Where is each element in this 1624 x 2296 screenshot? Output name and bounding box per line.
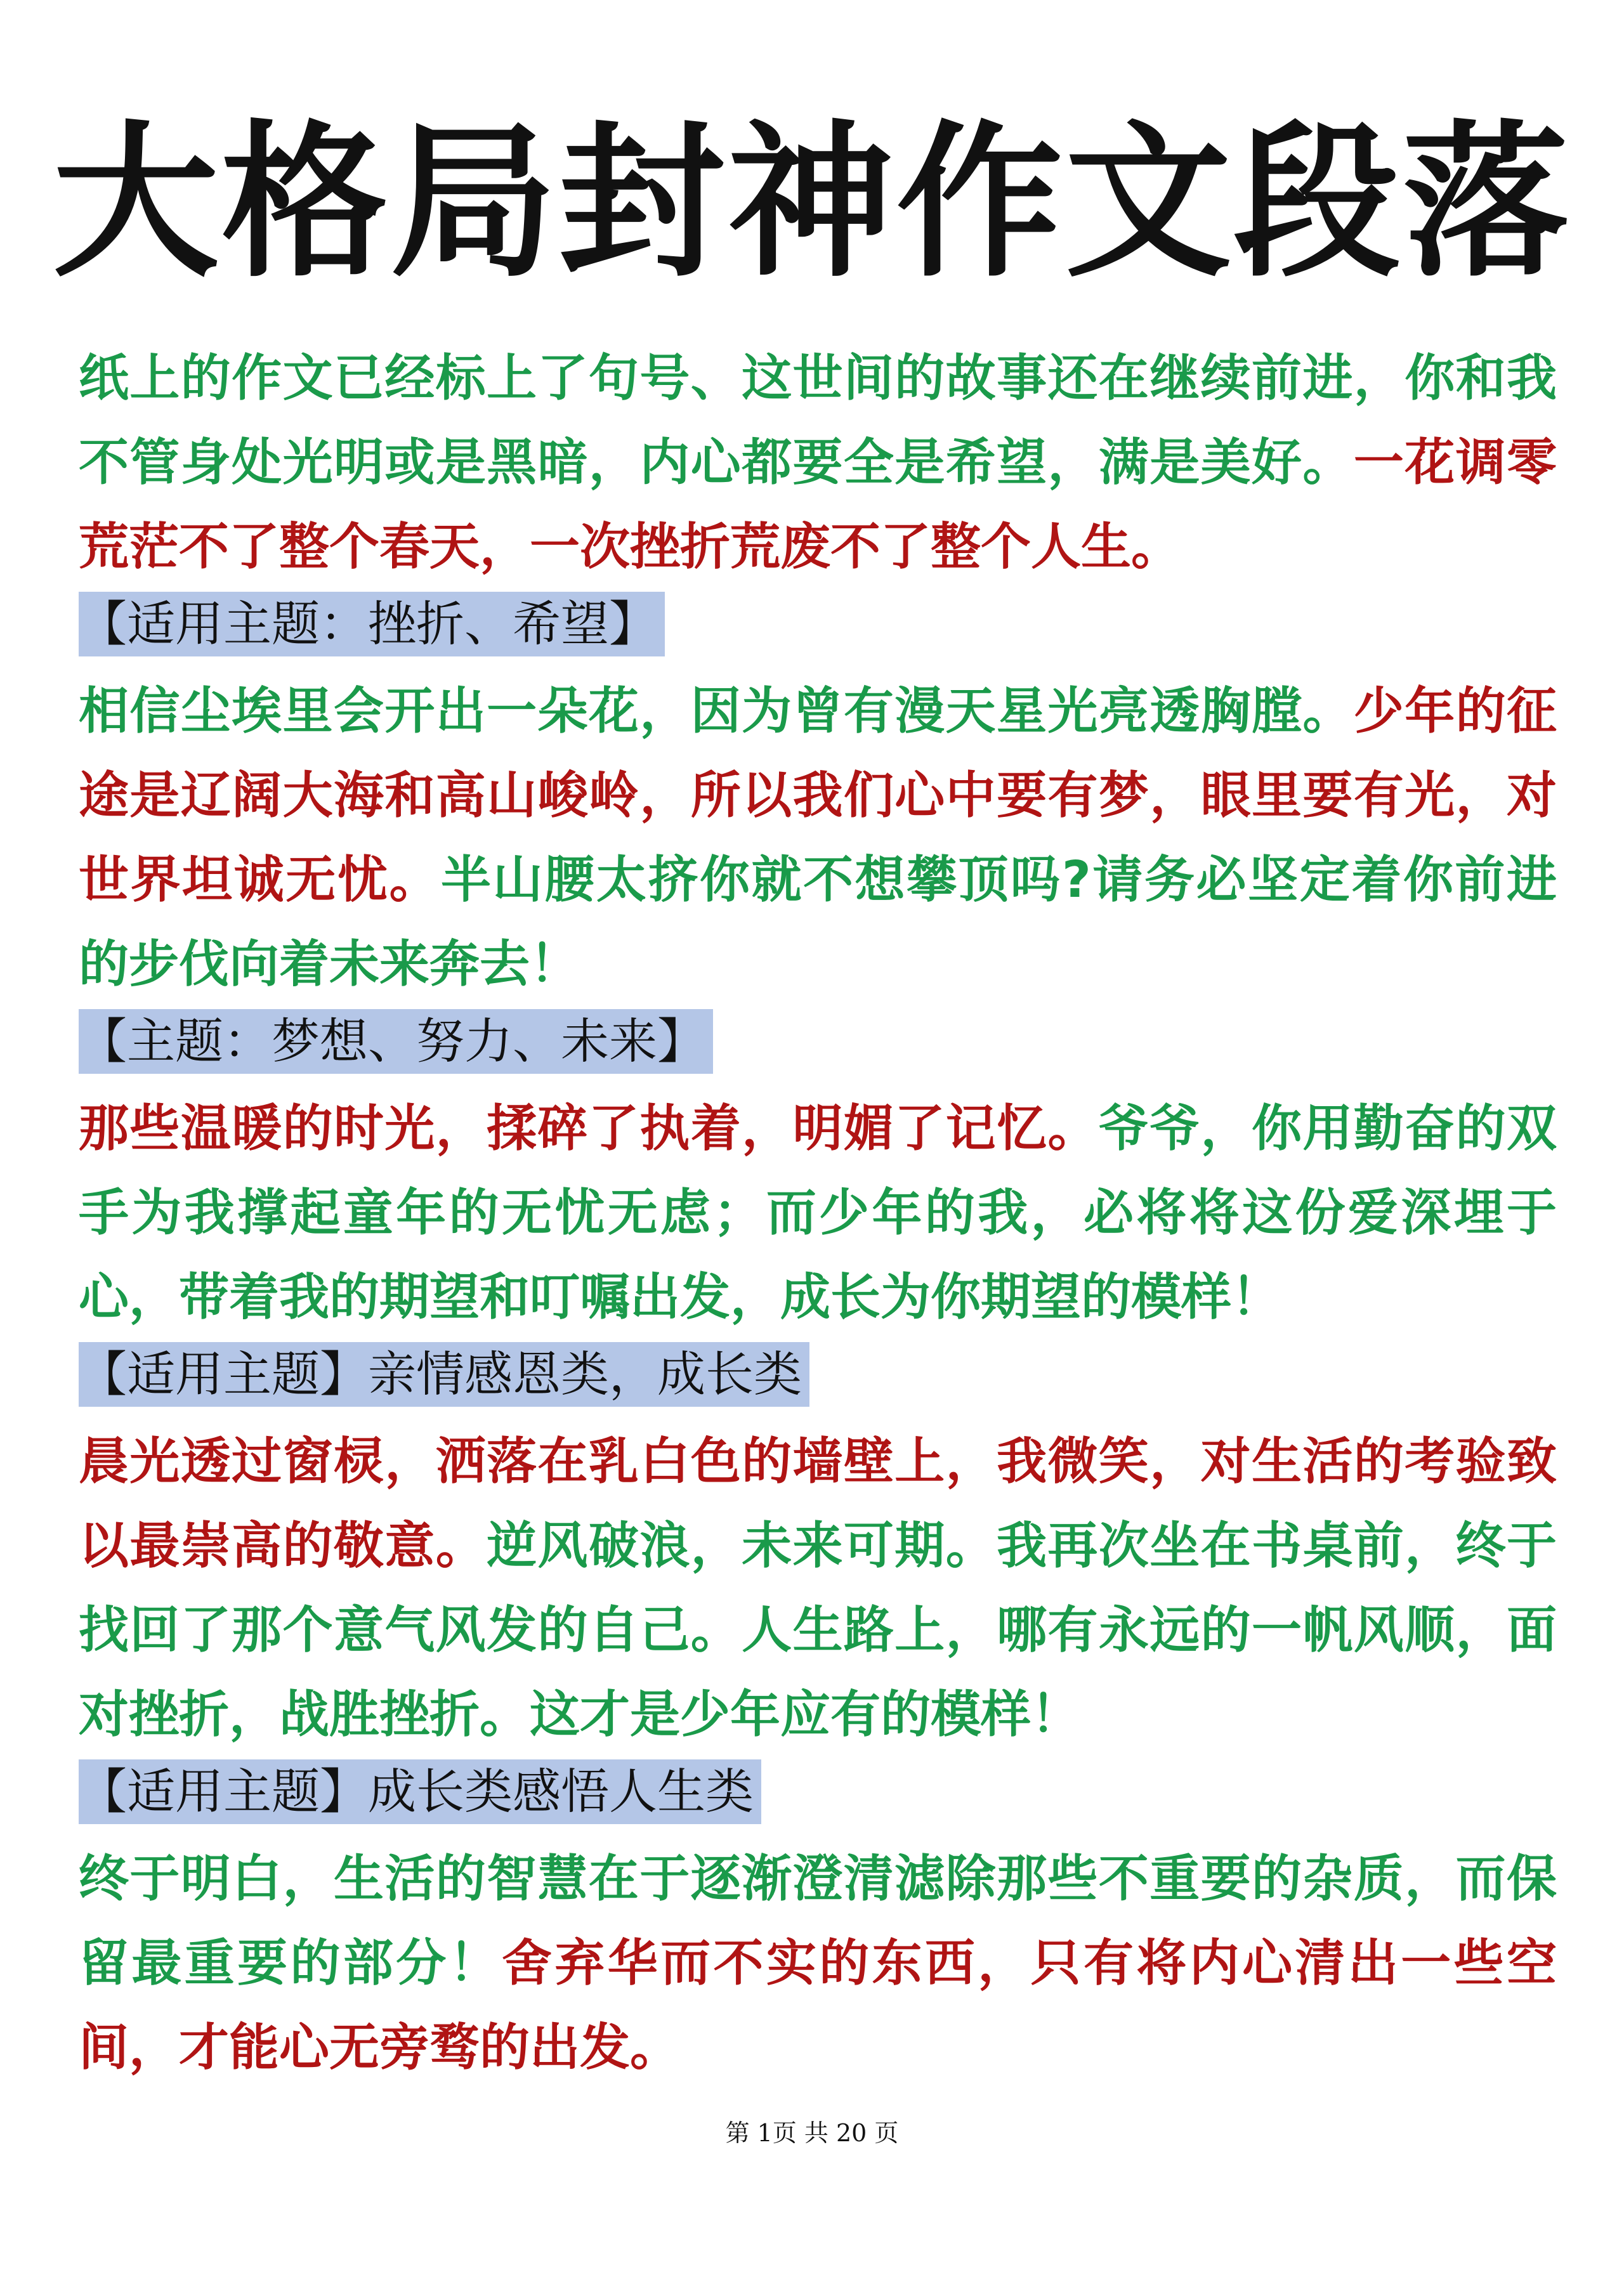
paragraph-segment: 半山腰太挤你就不想攀顶吗?请务必坚定着你前进的步伐向着未来奔去！ (79, 851, 1557, 993)
paragraph-segment: 那些温暖的时光，揉碎了执着，明媚了记忆。 (79, 1099, 1099, 1158)
paragraph-segment: 相信尘埃里会开出一朵花，因为曾有漫天星光亮透胸膛。 (79, 682, 1354, 740)
paragraph-segment: 舍弃华而不实的东西，只有将内心清出一些空间，才能心无旁骛的出发。 (79, 1934, 1557, 2077)
paragraph-segment: 终于明白，生活的智慧在于逐渐澄清滤除那些不重要的杂质，而保留最重要的部分！ (79, 1849, 1557, 1992)
essay-paragraph-1 (79, 336, 1557, 589)
theme-tag: 【主题：梦想、努力、未来】 (79, 1009, 713, 1074)
theme-tag: 【适用主题】亲情感恩类，成长类 (79, 1342, 809, 1407)
essay-paragraph-3 (79, 1086, 1557, 1340)
theme-tag: 【适用主题：挫折、希望】 (79, 592, 665, 656)
paragraph-segment: 纸上的作文已经标上了句号、这世间的故事还在继续前进，你和我不管身处光明或是黑暗，内心都要全是希望，满是美好。 (79, 349, 1557, 492)
page-footer: 第 1页 共 20 页 (725, 2119, 899, 2147)
paragraph-segment: 少年的征途是辽阔大海和高山峻岭，所以我们心中要有梦，眼里要有光，对世界坦诚无忧。 (79, 682, 1557, 909)
paragraph-segment: 爷爷，你用勤奋的双手为我撑起童年的无忧无虑；而少年的我，必将将这份爱深埋于心，带着我的期望和叮嘱出发，成长为你期望的模样！ (79, 1099, 1557, 1326)
essay-content (79, 336, 1557, 2090)
essay-paragraph-5 (79, 1837, 1557, 2090)
paragraph-segment: 一花调零荒茫不了整个春天，一次挫折荒废不了整个人生。 (79, 433, 1557, 576)
essay-paragraph-2 (79, 669, 1557, 1007)
paragraph-segment: 逆风破浪，未来可期。我再次坐在书桌前，终于找回了那个意气风发的自己。人生路上，哪有永远的一帆风顺，面对挫折，战胜挫折。这才是少年应有的模样！ (79, 1517, 1557, 1744)
paragraph-segment: 晨光透过窗棂，洒落在乳白色的墙壁上，我微笑，对生活的考验致以最崇高的敬意。 (79, 1432, 1557, 1575)
document-title: 大格局封神作文段落 (53, 106, 1571, 299)
theme-tag: 【适用主题】成长类感悟人生类 (79, 1759, 761, 1824)
essay-paragraph-4 (79, 1419, 1557, 1757)
